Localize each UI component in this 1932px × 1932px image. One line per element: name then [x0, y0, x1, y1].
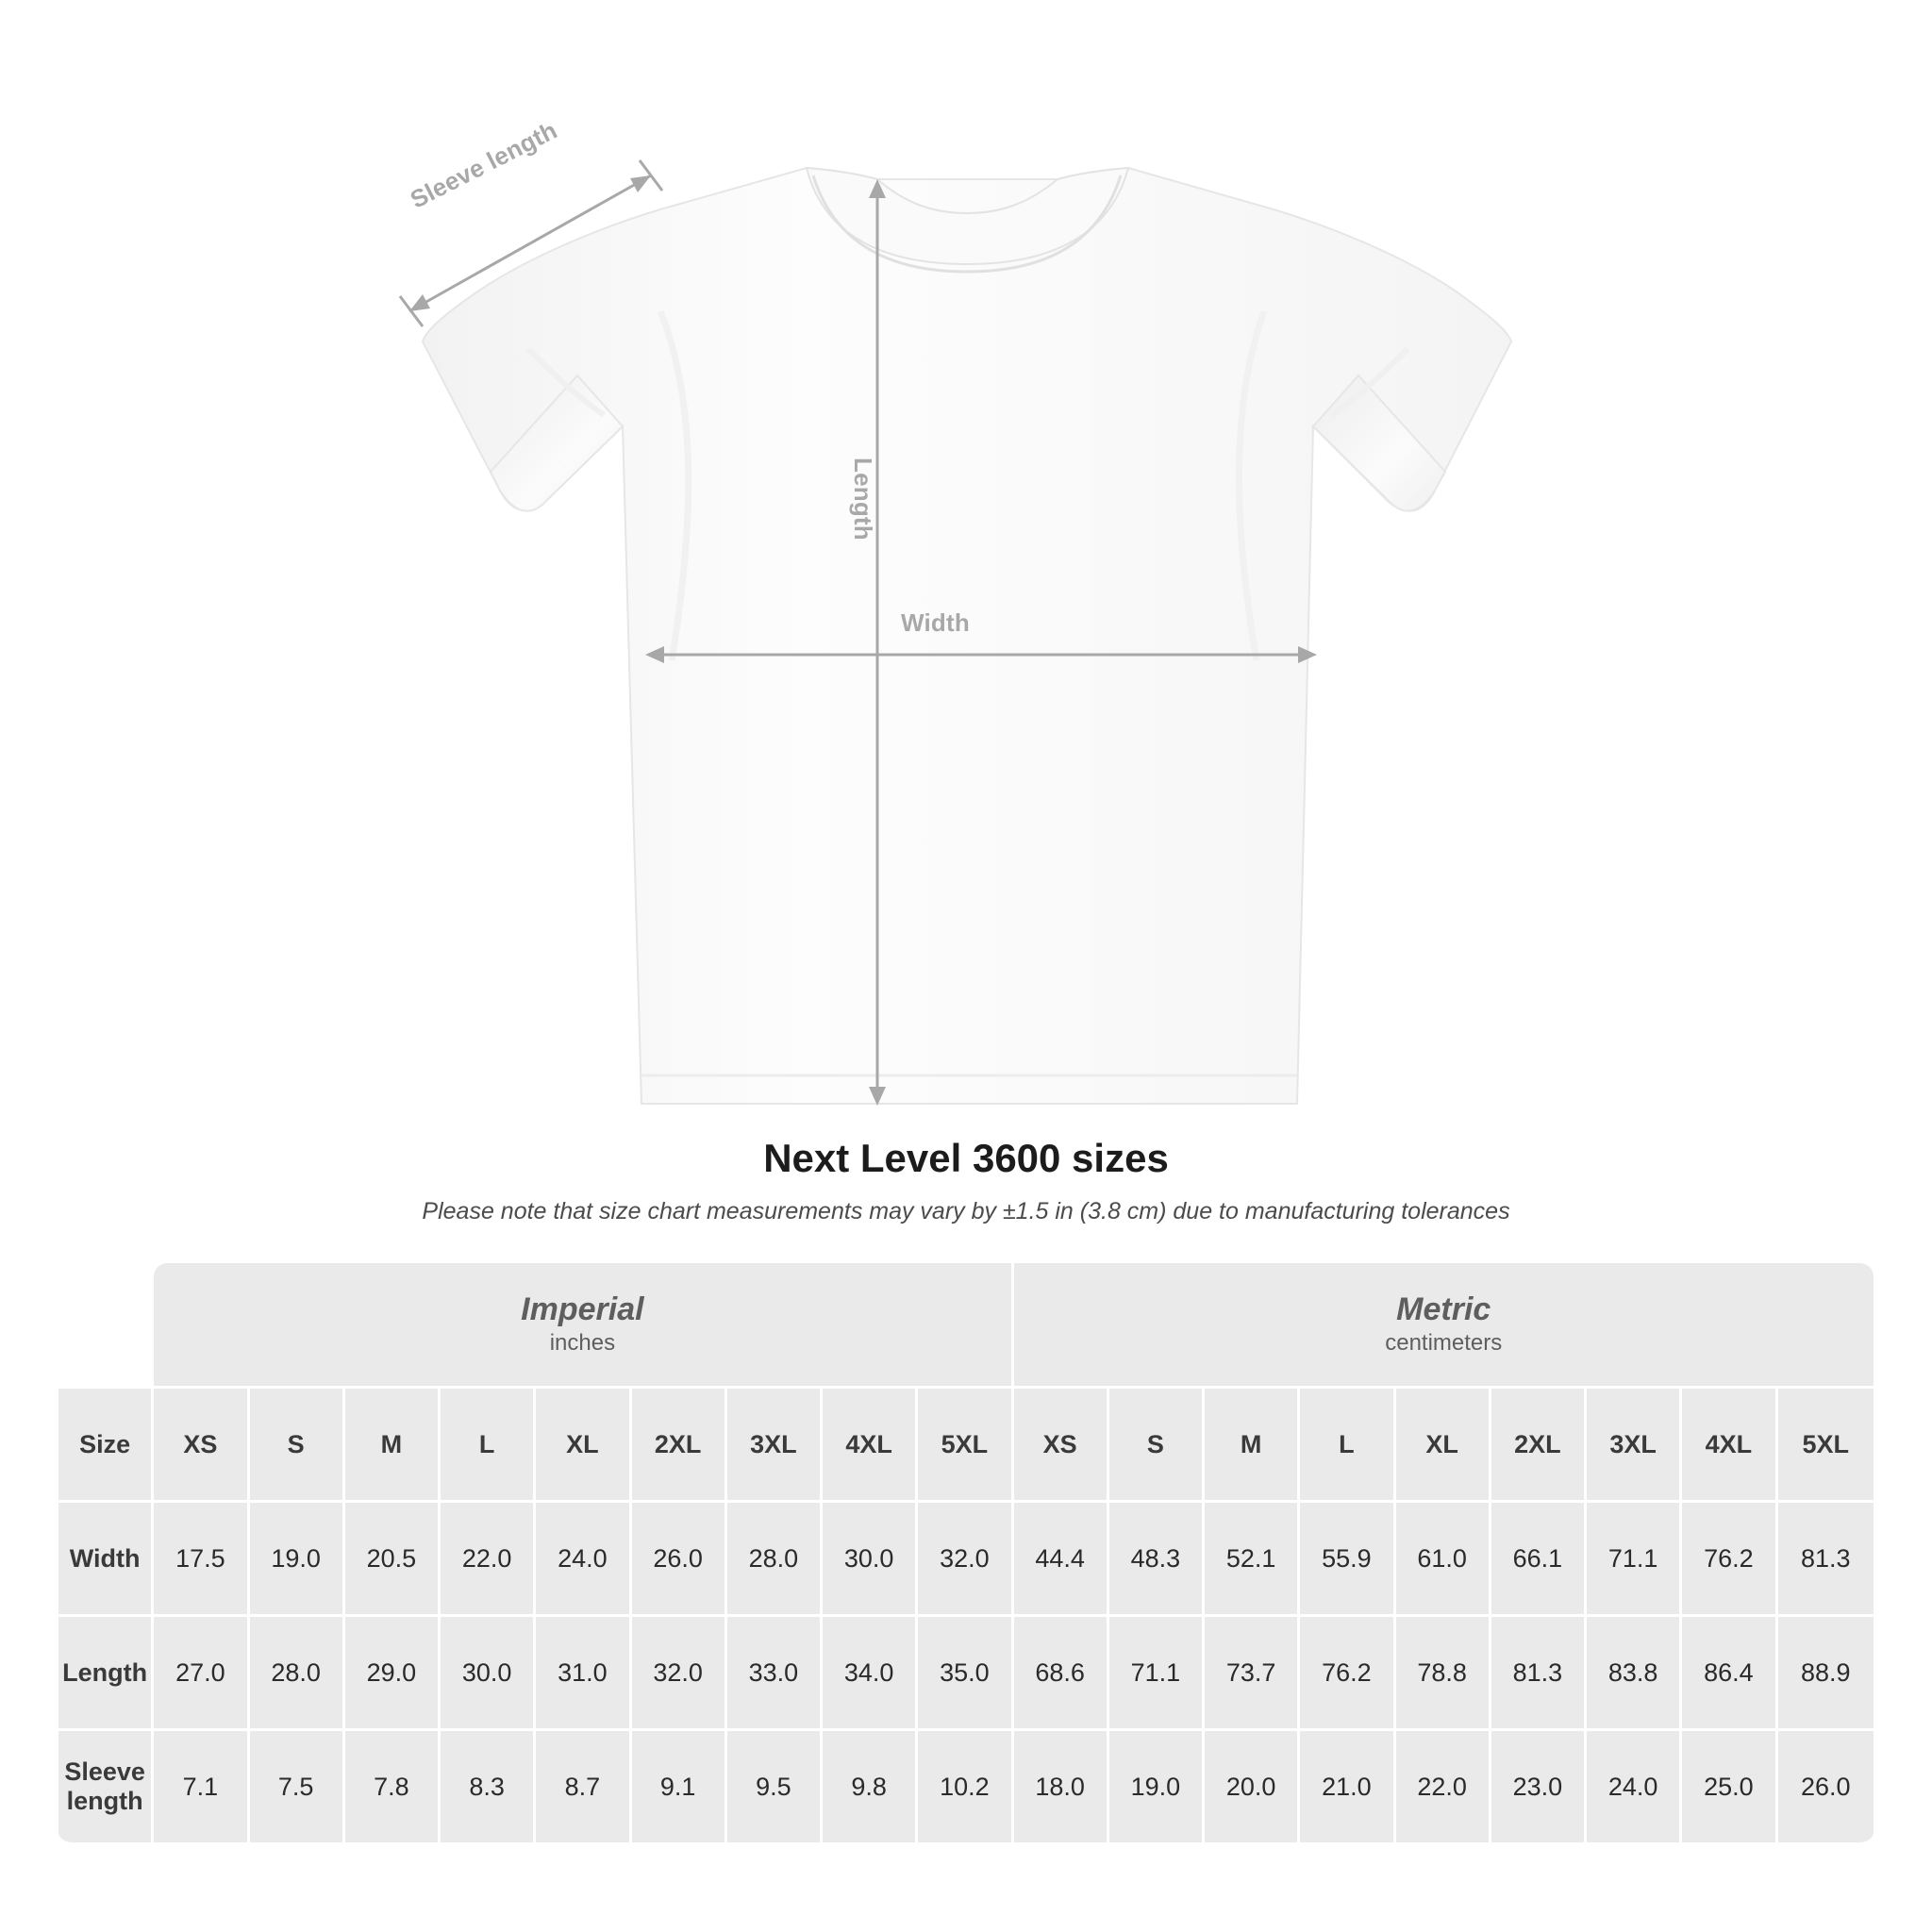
cell-width-xs-cm: 44.4	[1014, 1503, 1109, 1617]
cell-length-xs-in: 27.0	[154, 1617, 249, 1731]
cell-width-3xl-in: 28.0	[727, 1503, 823, 1617]
cell-width-s-cm: 48.3	[1109, 1503, 1205, 1617]
cell-length-4xl-in: 34.0	[823, 1617, 918, 1731]
row-label-sleeve-length: Sleeve length	[58, 1731, 154, 1845]
title-block	[0, 1136, 1932, 1225]
cell-sleeve-xl-in: 8.7	[536, 1731, 631, 1845]
unit-metric-name: Metric	[1396, 1291, 1491, 1327]
table-row	[58, 1617, 1874, 1731]
tolerance-note: Please note that size chart measurements may vary by ±1.5 in (3.8 cm) due to manufacturing tolerances	[422, 1198, 1510, 1224]
unit-imperial-name: Imperial	[521, 1291, 644, 1327]
size-col-5xl-imperial: 5XL	[918, 1389, 1013, 1503]
cell-length-5xl-cm: 88.9	[1778, 1617, 1874, 1731]
cell-sleeve-2xl-in: 9.1	[632, 1731, 727, 1845]
sleeve-length-label: Sleeve length	[406, 115, 562, 214]
cell-length-5xl-in: 35.0	[918, 1617, 1013, 1731]
cell-length-l-cm: 76.2	[1300, 1617, 1395, 1731]
cell-length-3xl-cm: 83.8	[1587, 1617, 1682, 1731]
size-col-l-imperial: L	[441, 1389, 536, 1503]
width-label: Width	[901, 608, 970, 637]
unit-metric-sub: centimeters	[1385, 1329, 1503, 1356]
cell-sleeve-4xl-cm: 25.0	[1682, 1731, 1777, 1845]
size-col-m-imperial: M	[345, 1389, 441, 1503]
unit-imperial-sub: inches	[549, 1329, 616, 1356]
cell-width-l-cm: 55.9	[1300, 1503, 1395, 1617]
size-col-s-imperial: S	[250, 1389, 345, 1503]
size-col-4xl-metric: 4XL	[1682, 1389, 1777, 1503]
cell-length-2xl-in: 32.0	[632, 1617, 727, 1731]
cell-sleeve-3xl-cm: 24.0	[1587, 1731, 1682, 1845]
cell-length-xl-cm: 78.8	[1396, 1617, 1491, 1731]
size-header-row	[58, 1389, 1874, 1503]
header-size: Size	[58, 1389, 154, 1503]
row-label-width: Width	[58, 1503, 154, 1617]
cell-width-3xl-cm: 71.1	[1587, 1503, 1682, 1617]
cell-width-xl-in: 24.0	[536, 1503, 631, 1617]
unit-group-imperial	[154, 1263, 1013, 1389]
cell-length-3xl-in: 33.0	[727, 1617, 823, 1731]
cell-sleeve-4xl-in: 9.8	[823, 1731, 918, 1845]
unit-header-row	[58, 1263, 1874, 1389]
cell-sleeve-xs-cm: 18.0	[1014, 1731, 1109, 1845]
cell-width-s-in: 19.0	[250, 1503, 345, 1617]
unit-group-metric	[1014, 1263, 1874, 1389]
size-col-2xl-imperial: 2XL	[632, 1389, 727, 1503]
cell-width-2xl-cm: 66.1	[1491, 1503, 1587, 1617]
size-col-2xl-metric: 2XL	[1491, 1389, 1587, 1503]
cell-sleeve-xl-cm: 22.0	[1396, 1731, 1491, 1845]
cell-width-4xl-in: 30.0	[823, 1503, 918, 1617]
cell-sleeve-s-cm: 19.0	[1109, 1731, 1205, 1845]
size-col-3xl-imperial: 3XL	[727, 1389, 823, 1503]
cell-length-xs-cm: 68.6	[1014, 1617, 1109, 1731]
cell-length-2xl-cm: 81.3	[1491, 1617, 1587, 1731]
size-col-l-metric: L	[1300, 1389, 1395, 1503]
size-col-xs-imperial: XS	[154, 1389, 249, 1503]
table-row	[58, 1503, 1874, 1617]
cell-width-2xl-in: 26.0	[632, 1503, 727, 1617]
cell-length-4xl-cm: 86.4	[1682, 1617, 1777, 1731]
cell-width-m-in: 20.5	[345, 1503, 441, 1617]
size-col-m-metric: M	[1205, 1389, 1300, 1503]
size-col-5xl-metric: 5XL	[1778, 1389, 1874, 1503]
cell-width-xl-cm: 61.0	[1396, 1503, 1491, 1617]
cell-length-l-in: 30.0	[441, 1617, 536, 1731]
cell-width-4xl-cm: 76.2	[1682, 1503, 1777, 1617]
size-col-xl-metric: XL	[1396, 1389, 1491, 1503]
cell-length-s-cm: 71.1	[1109, 1617, 1205, 1731]
cell-sleeve-l-cm: 21.0	[1300, 1731, 1395, 1845]
size-table-wrap	[58, 1263, 1874, 1845]
cell-sleeve-5xl-in: 10.2	[918, 1731, 1013, 1845]
size-col-xs-metric: XS	[1014, 1389, 1109, 1503]
size-col-4xl-imperial: 4XL	[823, 1389, 918, 1503]
cell-length-m-in: 29.0	[345, 1617, 441, 1731]
cell-sleeve-3xl-in: 9.5	[727, 1731, 823, 1845]
cell-sleeve-2xl-cm: 23.0	[1491, 1731, 1587, 1845]
size-col-s-metric: S	[1109, 1389, 1205, 1503]
cell-sleeve-5xl-cm: 26.0	[1778, 1731, 1874, 1845]
row-label-length: Length	[58, 1617, 154, 1731]
cell-length-s-in: 28.0	[250, 1617, 345, 1731]
cell-width-l-in: 22.0	[441, 1503, 536, 1617]
cell-width-xs-in: 17.5	[154, 1503, 249, 1617]
table-row	[58, 1731, 1874, 1845]
cell-sleeve-m-cm: 20.0	[1205, 1731, 1300, 1845]
cell-sleeve-l-in: 8.3	[441, 1731, 536, 1845]
size-table	[58, 1263, 1874, 1845]
page-title: Next Level 3600 sizes	[763, 1136, 1169, 1180]
length-label: Length	[849, 458, 877, 541]
cell-length-xl-in: 31.0	[536, 1617, 631, 1731]
cell-width-5xl-in: 32.0	[918, 1503, 1013, 1617]
cell-sleeve-xs-in: 7.1	[154, 1731, 249, 1845]
cell-sleeve-s-in: 7.5	[250, 1731, 345, 1845]
cell-sleeve-m-in: 7.8	[345, 1731, 441, 1845]
cell-width-5xl-cm: 81.3	[1778, 1503, 1874, 1617]
cell-width-m-cm: 52.1	[1205, 1503, 1300, 1617]
corner-spacer	[58, 1263, 154, 1389]
size-col-3xl-metric: 3XL	[1587, 1389, 1682, 1503]
cell-length-m-cm: 73.7	[1205, 1617, 1300, 1731]
size-col-xl-imperial: XL	[536, 1389, 631, 1503]
